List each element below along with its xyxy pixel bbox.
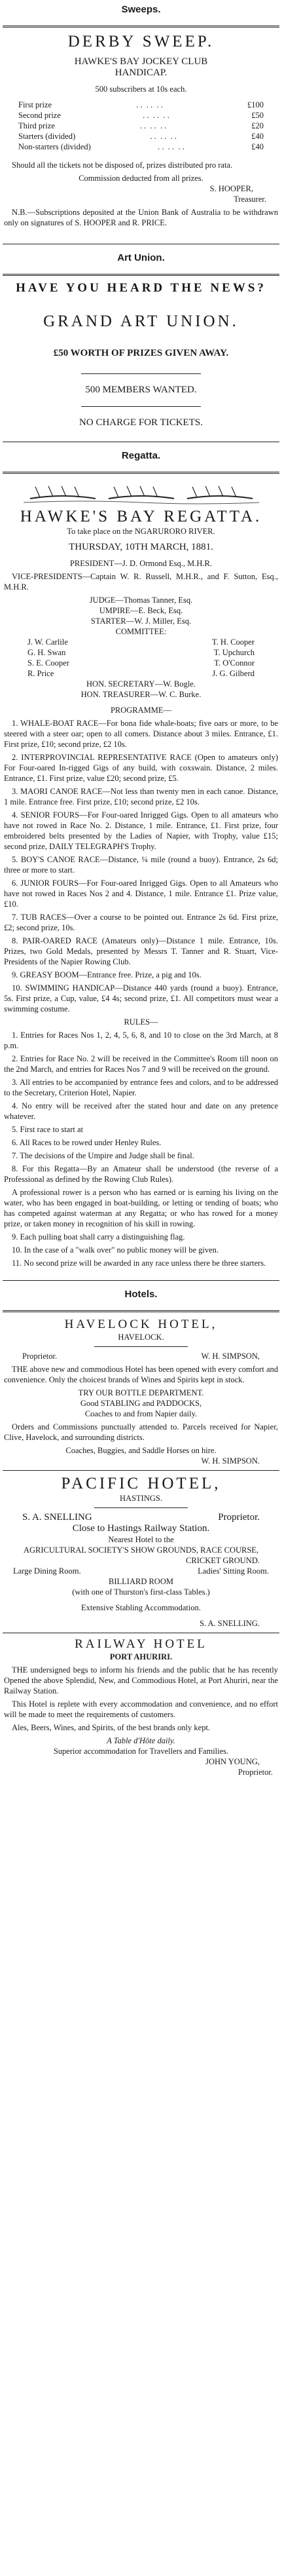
rule-item: A professional rower is a person who has earned or is earning his living on the water, who has been engaged in boat-building, or letting or tending of boats; who has competed against waterman at any Regatta; or who has rowed for a money prize, or taken money in recognition of his skill in rowing. [4, 1188, 278, 1228]
pacific-show: AGRICULTURAL SOCIETY'S SHOW GROUNDS, RACE COURSE, [23, 1545, 259, 1555]
rule-item: 5. First race to start at [12, 1125, 83, 1134]
havelock-name: HAVELOCK HOTEL, [64, 1317, 218, 1331]
havelock-body: THE above new and commodious Hotel has been opened with every comfort and convenience. Only the choicest brands of Wines and Spirits kept in stock. [4, 1365, 278, 1384]
programme-item: 4. SENIOR FOURS—For Four-oared Inrigged Gigs. Open to all amateurs who have not rowed in Race No. 2. Distance, 1 mile. Entrance, £1. First prize, four embroidered belts presented by the Ladies of Napier, with Trophy, value £15; second prize, DAILY TELEGRAPH'S Trophy. [4, 810, 278, 851]
section-header-regatta: Regatta. [121, 450, 161, 461]
divider [81, 373, 201, 374]
divider [94, 1346, 188, 1347]
prize-row: Second prize . . . . . . £50 [18, 111, 264, 120]
art-union-prizes: £50 WORTH OF PRIZES GIVEN AWAY. [53, 348, 229, 358]
sweep-nb: N.B.—Subscriptions deposited at the Union Bank of Australia to be withdrawn only on signatures of S. HOOPER and R. PRICE. [4, 208, 278, 227]
divider [3, 472, 279, 474]
regatta-committee-label: COMMITTEE: [115, 627, 167, 636]
rule-item: 7. The decisions of the Umpire and Judge shall be final. [12, 1151, 194, 1160]
havelock-sign: W. H. SIMPSON. [201, 1456, 260, 1466]
divider [3, 1470, 279, 1471]
rule-item: 1. Entries for Races Nos 1, 2, 4, 5, 6, 8, and 10 to close on the 3rd March, at 8 p.m. [4, 1031, 278, 1050]
pacific-close: Close to Hastings Railway Station. [72, 1523, 210, 1534]
havelock-orders: Orders and Commissions punctually attended to. Parcels received for Napier, Clive, Havelock, and surrounding districts. [4, 1422, 278, 1442]
prize-row: Starters (divided) . . . . . . £40 [18, 132, 264, 141]
railway-body2: This Hotel is replete with every accommodation and convenience, and no effort will be made to meet the requirements of customers. [4, 1699, 278, 1719]
havelock-horses: Coaches, Buggies, and Saddle Horses on hire. [65, 1446, 217, 1455]
rules-label: RULES— [124, 1017, 158, 1027]
divider [3, 1280, 279, 1281]
committee-row: J. W. Carlile T. H. Cooper [27, 637, 255, 647]
regatta-vice-presidents: VICE-PRESIDENTS—Captain W. R. Russell, M.H.R., and F. Sutton, Esq., M.H.R. [4, 572, 278, 592]
pacific-nearest: Nearest Hotel to the [108, 1535, 174, 1544]
committee-row: R. Price J. G. Gilberd [27, 669, 255, 678]
prize-row: First prize . . . . . . £100 [18, 100, 264, 109]
regatta-judge: JUDGE—Thomas Tanner, Esq. [89, 596, 193, 605]
section-header-hotels: Hotels. [124, 1289, 158, 1300]
pacific-sign: S. A. SNELLING. [199, 1619, 260, 1628]
newspaper-column [3, 0, 279, 2576]
regatta-treasurer: HON. TREASURER—W. C. Burke. [80, 690, 202, 699]
programme-item: 6. JUNIOR FOURS—For Four-oared Inrigged Gigs. Open to all Amateurs who have not rowed in Races Nos 2 and 4. Distance, 1 mile. Entrance £1. Prize value, £10. [4, 879, 278, 909]
divider [3, 26, 279, 28]
havelock-place: HAVELOCK. [118, 1333, 164, 1342]
section-header-sweeps: Sweeps. [121, 4, 161, 15]
pacific-name: PACIFIC HOTEL, [61, 1475, 221, 1492]
sweep-commission: Commission deducted from all prizes. [79, 174, 203, 183]
sweep-club: HAWKE'S BAY JOCKEY CLUB [74, 56, 208, 67]
programme-item: 9. GREASY BOOM—Entrance free. Prize, a pig and 10s. [12, 970, 202, 979]
railway-place: PORT AHURIRI. [109, 1652, 173, 1661]
rule-item: 6. All Races to be rowed under Henley Rules. [12, 1138, 162, 1147]
sweep-note: Should all the tickets not be disposed of, prizes distributed pro rata. [12, 161, 233, 170]
section-header-art-union: Art Union. [117, 252, 165, 263]
railway-hotel-ad [3, 1637, 279, 1777]
regatta-title: HAWKE'S BAY REGATTA. [20, 508, 262, 525]
committee-row: S. E. Cooper T. O'Connor [27, 658, 255, 668]
railway-superior: Superior accommodation for Travellers and Families. [53, 1747, 229, 1756]
committee-list [3, 637, 279, 679]
regatta-president: PRESIDENT—J. D. Ormond Esq., M.H.R. [69, 559, 213, 568]
havelock-bottle: TRY OUR BOTTLE DEPARTMENT. [78, 1388, 204, 1397]
programme-item: 10. SWIMMING HANDICAP—Distance 440 yards (round a buoy). Entrance, 5s. First prize, a Cup, value, £4 4s; second prize, £1. All competitors must wear a swimming costume. [4, 983, 278, 1013]
rule-item: 2. Entries for Race No. 2 will be received in the Committee's Room till noon on the 2nd March, and entries for Races Nos 7 and 9 will be received on the ground. [4, 1054, 278, 1074]
divider [81, 406, 201, 407]
regatta-umpire: UMPIRE—E. Beck, Esq. [99, 606, 183, 615]
rule-item: 8. For this Regatta—By an Amateur shall be understood (the reverse of a Professional as defined by the Rowing Club Rules). [4, 1164, 278, 1184]
programme-item: 5. BOY'S CANOE RACE—Distance, ¼ mile (round a buoy). Entrance, 2s 6d; three or more to start. [4, 855, 278, 875]
art-union-headline: HAVE YOU HEARD THE NEWS? [16, 281, 266, 295]
rule-item: 3. All entries to be accompanied by entrance fees and colors, and to be addressed to the Secretary, Criterion Hotel, Napier. [4, 1078, 278, 1097]
rule-item: 9. Each pulling boat shall carry a distinguishing flag. [12, 1232, 185, 1241]
railway-name: RAILWAY HOTEL [75, 1637, 207, 1651]
programme-item: 3. MAORI CANOE RACE—Not less than twenty men in each canoe. Distance, 1 mile. Entrance free. First prize, £10; second prize, £2 10s. [4, 787, 278, 806]
havelock-proprietor-row: Proprietor. W. H. SIMPSON, [22, 1352, 260, 1361]
regatta-date: THURSDAY, 10TH MARCH, 1881. [69, 542, 213, 552]
prize-list [3, 100, 279, 152]
sweep-handicap: HANDICAP. [115, 67, 167, 78]
sweep-signature-title: Treasurer. [234, 195, 266, 204]
rule-item: 11. No second prize will be awarded in any race unless there be three starters. [12, 1259, 266, 1268]
art-union-members: 500 MEMBERS WANTED. [85, 385, 197, 395]
railway-body3: Ales, Beers, Wines, and Spirits, of the best brands only kept. [12, 1723, 211, 1732]
programme-item: 8. PAIR-OARED RACE (Amateurs only)—Distance 1 mile. Entrance, 10s. Prizes, two Gold Medals, presented by Messrs T. Tanner and R. Stuart, Vice-Presidents of the Napier Rowing Club. [4, 936, 278, 966]
art-union-no-charge: NO CHARGE FOR TICKETS. [79, 417, 203, 428]
pacific-billiard: BILLIARD ROOM [109, 1577, 173, 1586]
railway-sign-title: Proprietor. [238, 1768, 273, 1777]
havelock-coaches: Coaches to and from Napier daily. [84, 1409, 198, 1418]
art-union-title: GRAND ART UNION. [43, 313, 239, 330]
railway-table: A Table d'Hôte daily. [107, 1736, 175, 1745]
prize-row: Third prize . . . . . . £20 [18, 121, 264, 130]
rule-item: 4. No entry will be received after the stated hour and date on any pretence whatever. [4, 1101, 278, 1121]
rule-item: 10. In the case of a "walk over" no public money will be given. [12, 1245, 219, 1255]
havelock-stabling: Good STABLING and PADDOCKS, [80, 1399, 202, 1408]
committee-row: G. H. Swan T. Upchurch [27, 648, 255, 657]
railway-body: THE undersigned begs to inform his friends and the public that he has recently Opened the above Splendid, New, and Commodious Hotel, at Port Ahuriri, near the Railway Station. [4, 1665, 278, 1695]
sweep-title: DERBY SWEEP. [67, 33, 215, 50]
programme-label: PROGRAMME— [110, 706, 172, 715]
pacific-proprietor-row: S. A. SNELLING Proprietor. [22, 1512, 260, 1523]
prize-row: Non-starters (divided) . . . . . . £40 [18, 142, 264, 151]
pacific-tables: (with one of Thurston's first-class Tables.) [72, 1587, 210, 1597]
sweep-subscribers: 500 subscribers at 10s each. [95, 85, 187, 94]
pacific-hotel-ad [3, 1475, 279, 1629]
pacific-stabling: Extensive Stabling Accommodation. [81, 1603, 201, 1612]
regatta-place: To take place on the NGARURORO RIVER. [67, 527, 215, 536]
regatta-secretary: HON. SECRETARY—W. Bogle. [86, 679, 196, 689]
divider [3, 1310, 279, 1312]
rules-list [3, 1030, 279, 1268]
rowing-boats-illustration [24, 479, 259, 505]
pacific-cricket: CRICKET GROUND. [186, 1556, 260, 1565]
havelock-hotel-ad [3, 1317, 279, 1466]
programme-list [3, 718, 279, 1014]
programme-item: 7. TUB RACES—Over a course to be pointed out. Entrance 2s 6d. First prize, £2; second prize, 10s. [4, 913, 278, 932]
regatta-starter: STARTER—W. J. Miller, Esq. [90, 616, 192, 626]
railway-sign: JOHN YOUNG, [205, 1757, 260, 1766]
pacific-place: HASTINGS. [120, 1494, 162, 1503]
pacific-rooms-row: Large Dining Room. Ladies' Sitting Room. [13, 1566, 269, 1576]
programme-item: 1. WHALE-BOAT RACE—For bona fide whale-boats; five oars or more, to be steered with a steer oar; open to all comers. Distance about 3 miles. Entrance, £1. First prize, £10; second prize, £2 10s. [4, 719, 278, 749]
sweep-signature: S. HOOPER, [209, 184, 253, 193]
divider [94, 1507, 188, 1508]
programme-item: 2. INTERPROVINCIAL REPRESENTATIVE RACE (Open to amateurs only) For Four-oared In-rigged Gigs of any build, with coxswain. Distance, 2 miles. Entrance, £1. First prize, value £20; second prize, £5. [4, 753, 278, 783]
divider [3, 274, 279, 276]
